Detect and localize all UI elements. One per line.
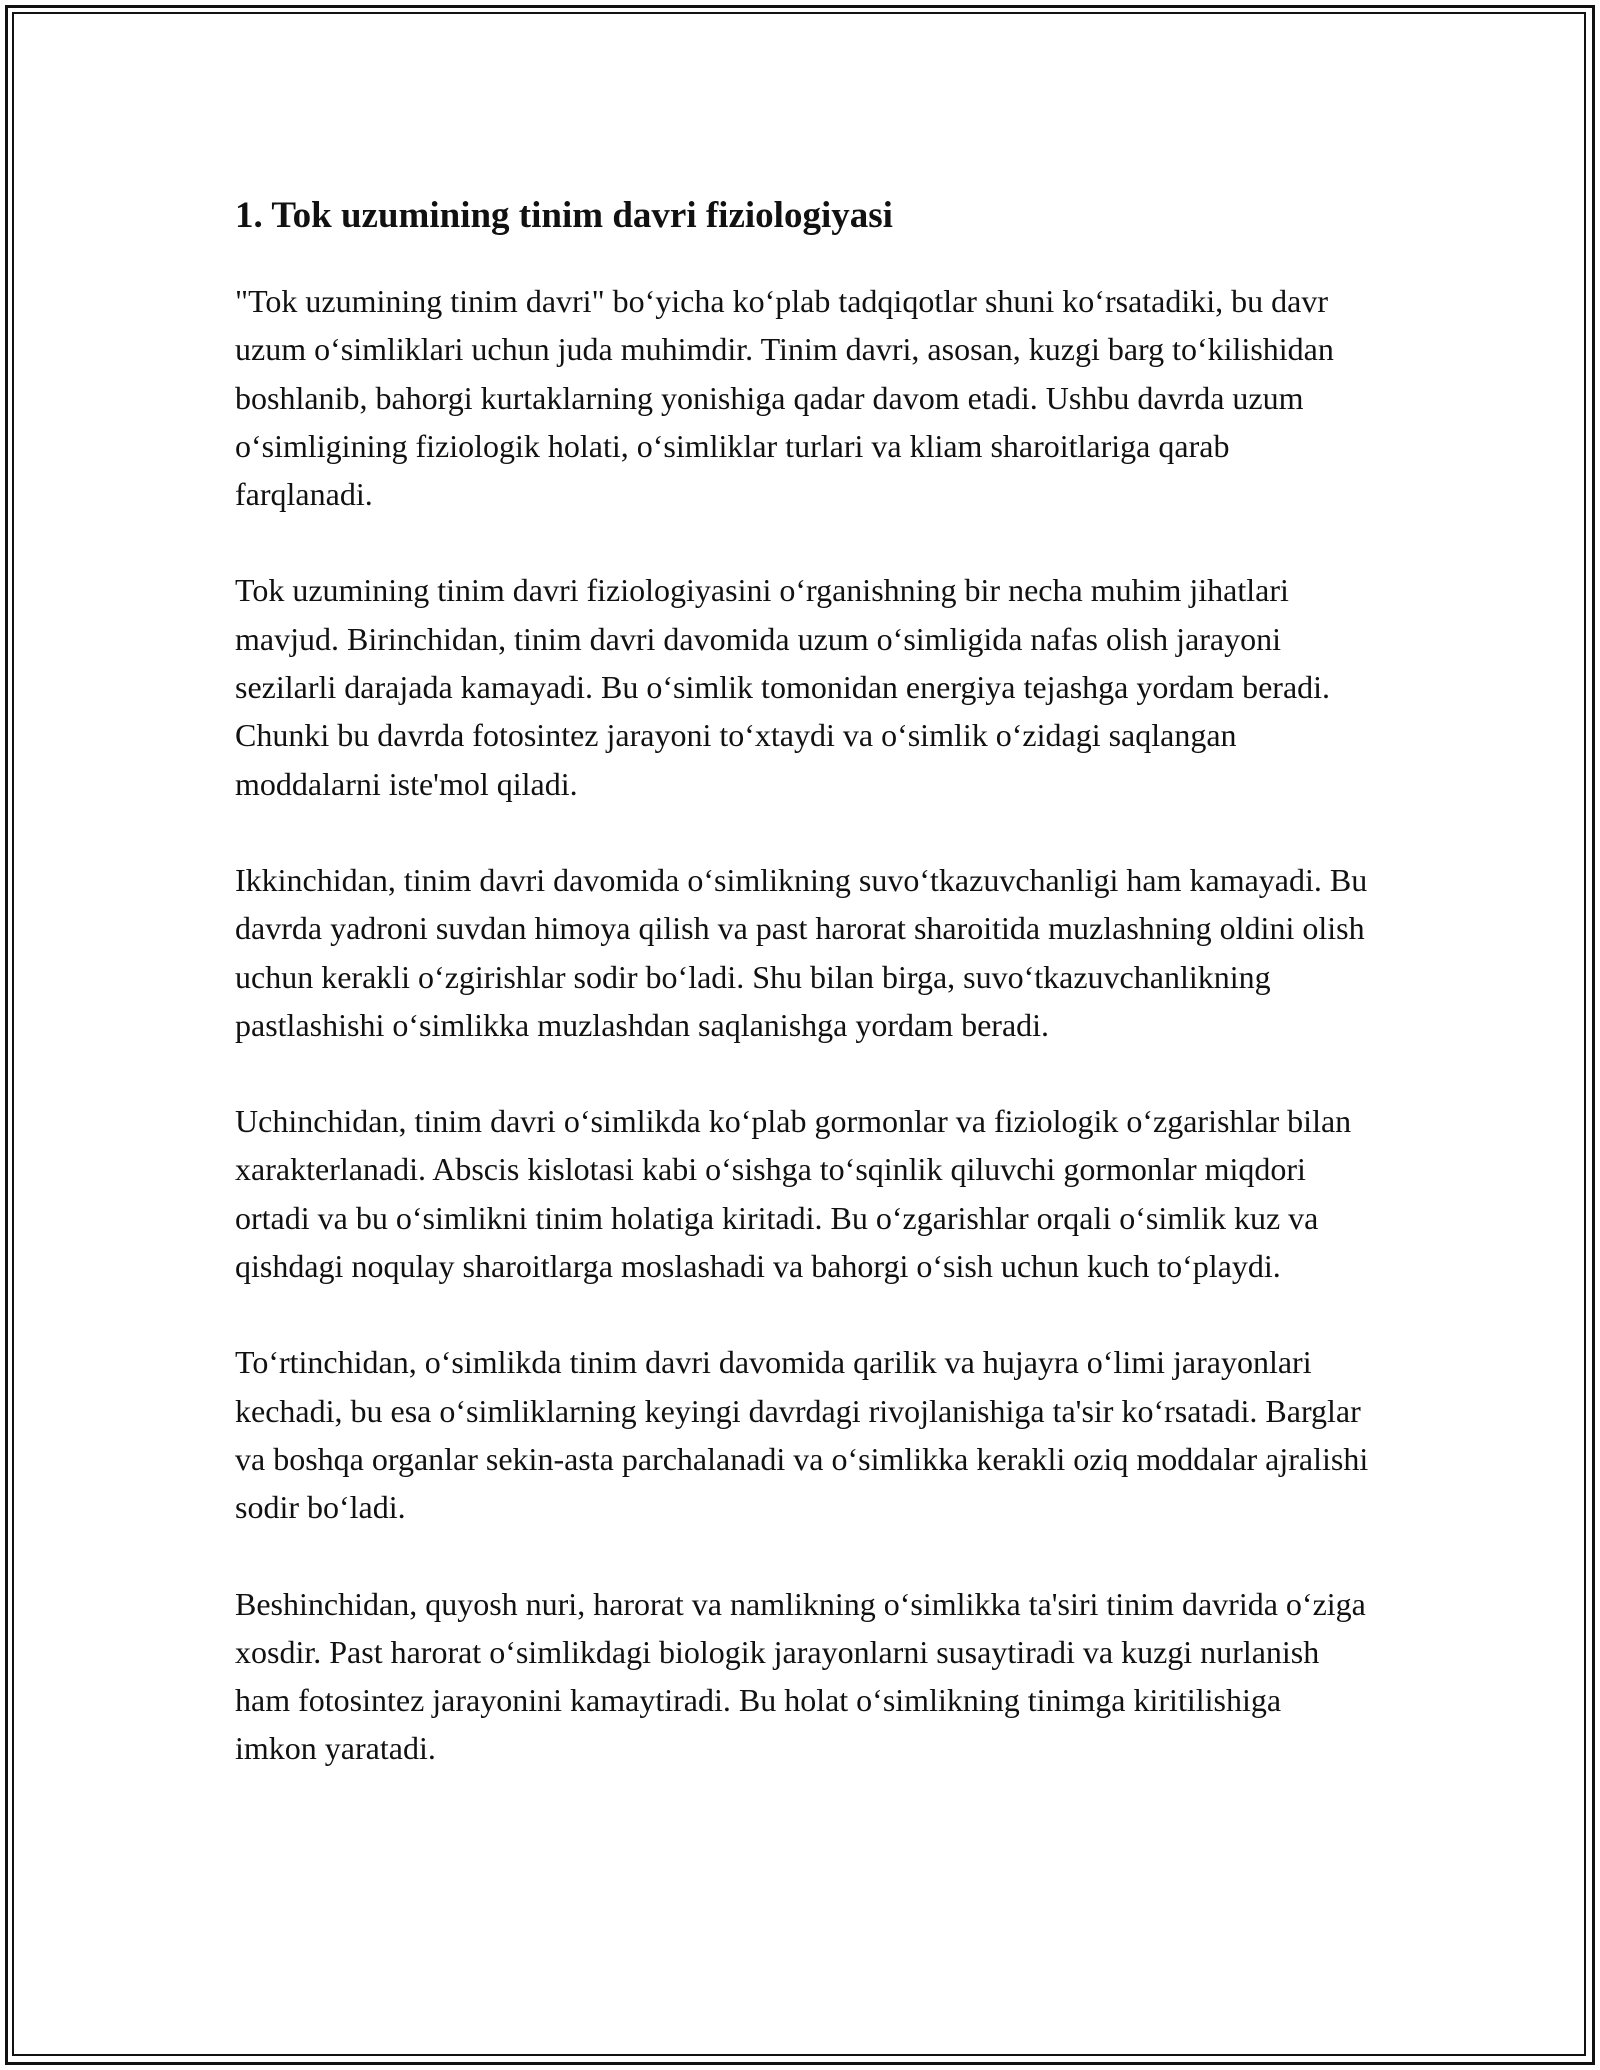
section-title: 1. Tok uzumining tinim davri fiziologiyasi (235, 195, 893, 236)
paragraph-2: Tok uzumining tinim davri fiziologiyasini o‘rganishning bir necha muhim jihatlari mavjud. Birinchidan, tinim davri davomida uzum o‘simligida nafas olish jarayoni sezilarli darajada kamayadi. Bu o‘simlik tomonidan energiya tejashga yordam beradi. Chunki bu davrda fotosintez jarayoni to‘xtaydi va o‘simlik o‘zidagi saqlangan moddalarni iste'mol qiladi. (235, 572, 1331, 802)
paragraph-4: Uchinchidan, tinim davri o‘simlikda ko‘plab gormonlar va fiziologik o‘zgarishlar bilan xarakterlanadi. Abscis kislotasi kabi o‘sishga to‘sqinlik qiluvchi gormonlar miqdori ortadi va bu o‘simlikni tinim holatiga kiritadi. Bu o‘zgarishlar orqali o‘simlik kuz va qishdagi noqulay sharoitlarga moslashadi va bahorgi o‘sish uchun kuch to‘playdi. (235, 1103, 1352, 1285)
paragraph-5: To‘rtinchidan, o‘simlikda tinim davri davomida qarilik va hujayra o‘limi jarayonlari kechadi, bu esa o‘simliklarning keyingi davrdagi rivojlanishiga ta'sir ko‘rsatadi. Barglar va boshqa organlar sekin-asta parchalanadi va o‘simlikka kerakli oziq moddalar ajralishi sodir bo‘ladi. (235, 1344, 1369, 1526)
paragraph-1: "Tok uzumining tinim davri" bo‘yicha ko‘plab tadqiqotlar shuni ko‘rsatadiki, bu davr uzum o‘simliklari uchun juda muhimdir. Tinim davri, asosan, kuzgi barg to‘kilishidan boshlanib, bahorgi kurtaklarning yonishiga qadar davom etadi. Ushbu davrda uzum o‘simligining fiziologik holati, o‘simliklar turlari va kliam sharoitlariga qarab farqlanadi. (235, 283, 1334, 513)
paragraph-3: Ikkinchidan, tinim davri davomida o‘simlikning suvo‘tkazuvchanligi ham kamayadi. Bu davrda yadroni suvdan himoya qilish va past harorat sharoitida muzlashning oldini olish uchun kerakli o‘zgirishlar sodir bo‘ladi. Shu bilan birga, suvo‘tkazuvchanlikning pastlashishi o‘simlikka muzlashdan saqlanishga yordam beradi. (235, 861, 1368, 1043)
paragraph-6: Beshinchidan, quyosh nuri, harorat va namlikning o‘simlikka ta'siri tinim davrida o‘ziga xosdir. Past harorat o‘simlikdagi biologik jarayonlarni susaytiradi va kuzgi nurlanish ham fotosintez jarayonini kamaytiradi. Bu holat o‘simlikning tinimga kiritilishiga imkon yaratadi. (235, 1585, 1366, 1767)
document-body (235, 185, 1370, 1821)
